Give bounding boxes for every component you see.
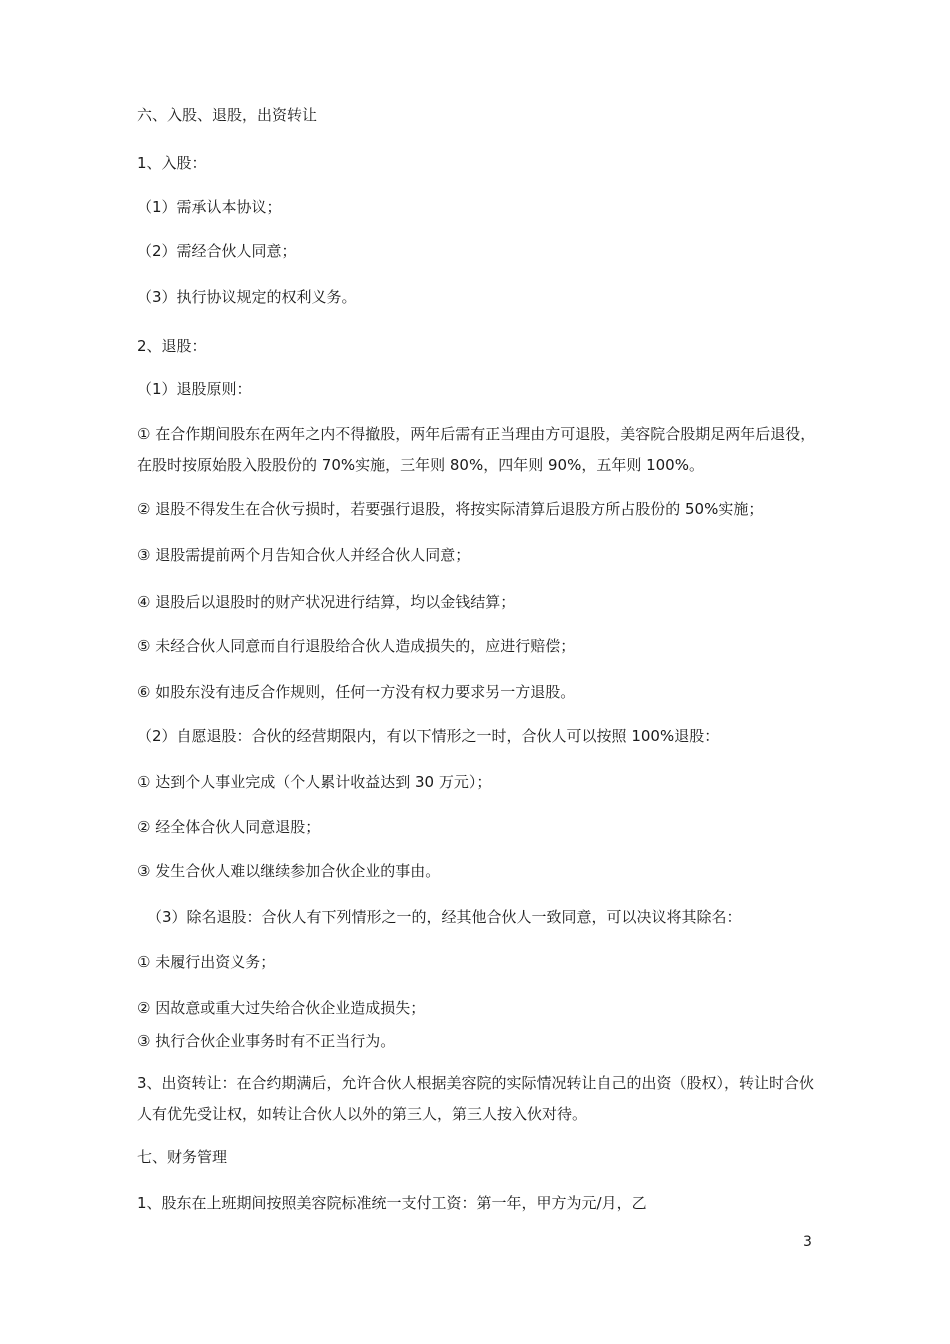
subheading-join: 1、入股： bbox=[137, 154, 207, 172]
list-item: ⑥ 如股东没有违反合作规则，任何一方没有权力要求另一方退股。 bbox=[137, 683, 576, 701]
paragraph: 1、股东在上班期间按照美容院标准统一支付工资：第一年，甲方为元/月，乙 bbox=[137, 1194, 647, 1212]
list-item: ③ 退股需提前两个月告知合伙人并经合伙人同意； bbox=[137, 546, 471, 564]
subheading-withdraw: 2、退股： bbox=[137, 337, 207, 355]
list-item: ③ 执行合伙企业事务时有不正当行为。 bbox=[137, 1032, 396, 1050]
list-item: （3）执行协议规定的权利义务。 bbox=[137, 288, 357, 306]
paragraph: ① 在合作期间股东在两年之内不得撤股，两年后需有正当理由方可退股，美容院合股期足两年后退役，在股时按原始股入股股份的 70%实施，三年则 80%，四年则 90%，五年则 100%。 bbox=[137, 425, 816, 474]
paragraph: 3、出资转让：在合约期满后，允许合伙人根据美容院的实际情况转让自己的出资（股权），转让时合伙人有优先受让权，如转让合伙人以外的第三人，第三人按入伙对待。 bbox=[137, 1074, 815, 1123]
list-item: （3）除名退股：合伙人有下列情形之一的，经其他合伙人一致同意，可以决议将其除名： bbox=[147, 908, 742, 926]
page-number: 3 bbox=[803, 1234, 812, 1250]
list-item: ④ 退股后以退股时的财产状况进行结算，均以金钱结算； bbox=[137, 593, 516, 611]
list-item: （1）退股原则： bbox=[137, 380, 252, 398]
section-heading-7: 七、财务管理 bbox=[137, 1148, 228, 1166]
section-heading-6: 六、入股、退股，出资转让 bbox=[137, 106, 318, 124]
list-item: ① 达到个人事业完成（个人累计收益达到 30 万元）； bbox=[137, 773, 492, 791]
list-item: （2）自愿退股：合伙的经营期限内，有以下情形之一时，合伙人可以按照 100%退股： bbox=[137, 727, 720, 745]
list-item: ② 经全体合伙人同意退股； bbox=[137, 818, 321, 836]
list-item: ⑤ 未经合伙人同意而自行退股给合伙人造成损失的，应进行赔偿； bbox=[137, 637, 576, 655]
list-item: （2）需经合伙人同意； bbox=[137, 242, 297, 260]
list-item: （1）需承认本协议； bbox=[137, 198, 282, 216]
list-item: ② 因故意或重大过失给合伙企业造成损失； bbox=[137, 999, 426, 1017]
list-item: ② 退股不得发生在合伙亏损时，若要强行退股，将按实际清算后退股方所占股份的 50%实施； bbox=[137, 500, 764, 518]
list-item: ③ 发生合伙人难以继续参加合伙企业的事由。 bbox=[137, 862, 441, 880]
list-item: ① 未履行出资义务； bbox=[137, 953, 276, 971]
